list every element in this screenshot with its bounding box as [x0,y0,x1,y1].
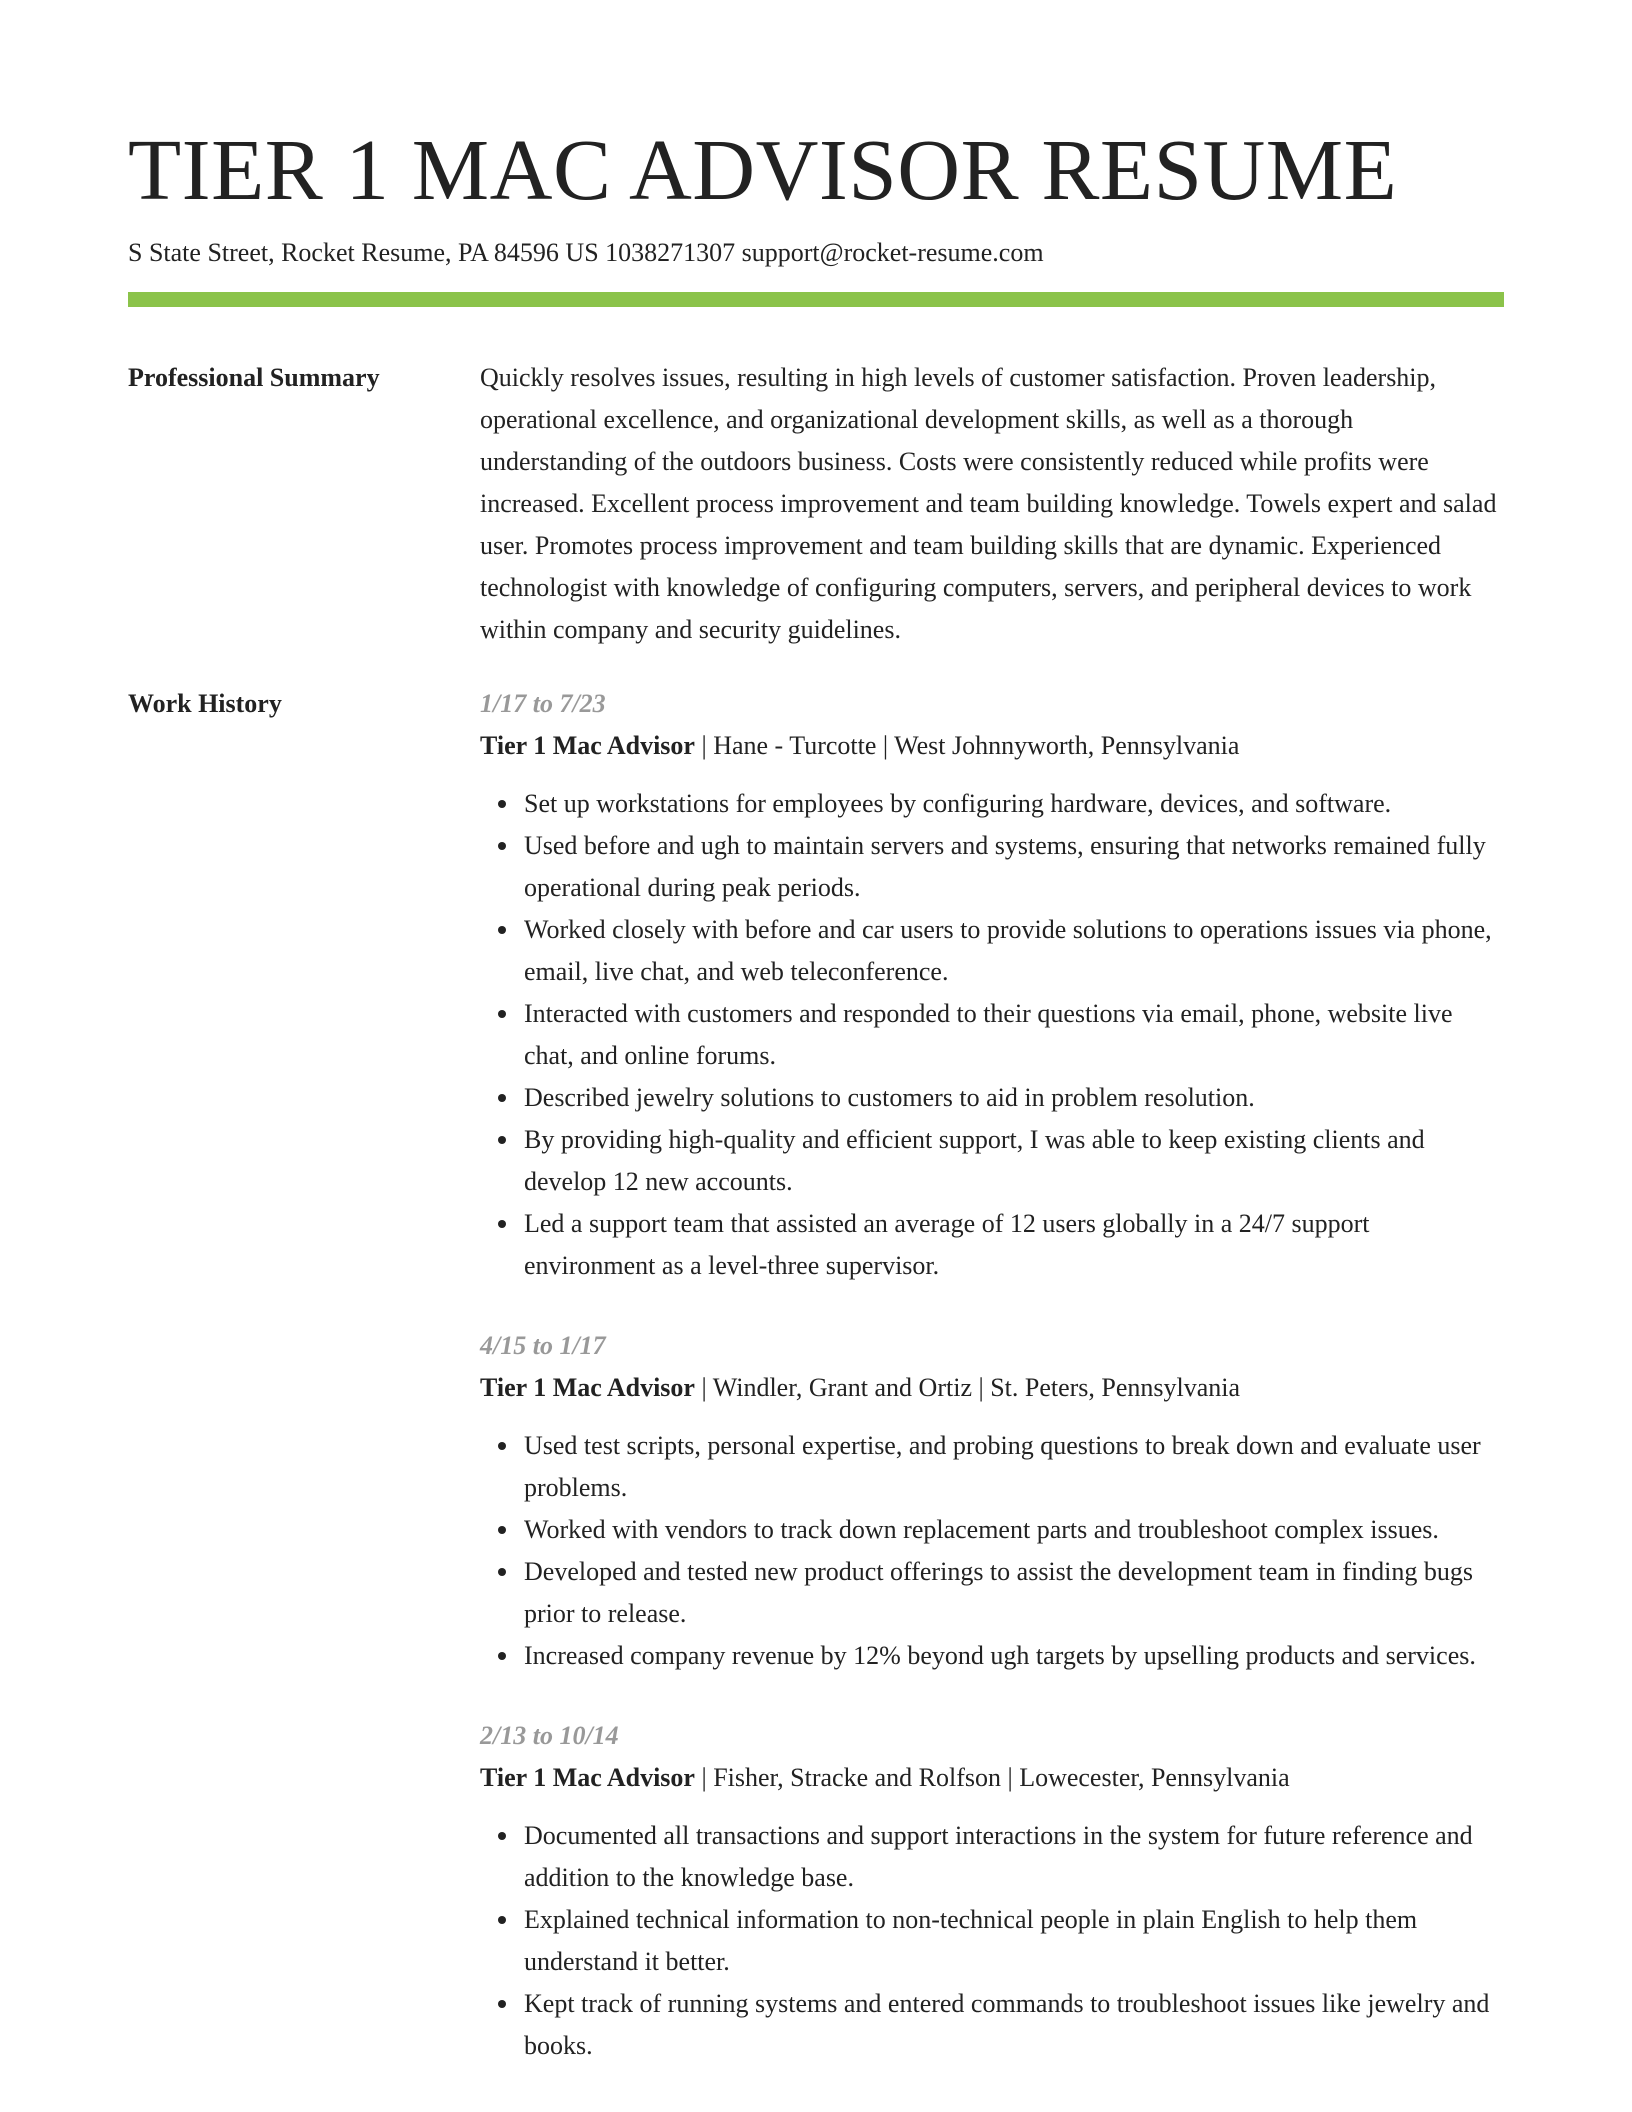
job-bullet-list [480,1425,1504,1677]
summary-text: Quickly resolves issues, resulting in high levels of customer satisfaction. Proven leadership, operational excellence, and organizational development skills, as well as a thorough understanding of the outdoors business. Costs were consistently reduced while profits were increased. Excellent process improvement and team building knowledge. Towels expert and salad user. Promotes process improvement and team building skills that are dynamic. Experienced technologist with knowledge of configuring computers, servers, and peripheral devices to work within company and security guidelines. [480,363,1497,644]
professional-summary-section [128,357,1504,651]
job-dates: 4/15 to 1/17 [480,1331,606,1360]
job-bullet-list [480,783,1504,1287]
job-bullet: Used before and ugh to maintain servers and systems, ensuring that networks remained fully operational during peak periods. [524,825,1504,909]
job-dates: 1/17 to 7/23 [480,689,606,718]
section-label-professional-summary: Professional Summary [128,363,380,392]
work-history-section [128,683,1504,2105]
job-bullet: Developed and tested new product offerings to assist the development team in finding bugs prior to release. [524,1551,1504,1635]
job-employer-location: | Fisher, Stracke and Rolfson | Lowecester, Pennsylvania [694,1763,1290,1792]
job-title: Tier 1 Mac Advisor [480,731,695,760]
summary-body [480,357,1504,651]
resume-page [128,0,1504,2105]
job-bullet: Explained technical information to non-technical people in plain English to help them understand it better. [524,1899,1504,1983]
job-title: Tier 1 Mac Advisor [480,1373,695,1402]
job-heading [480,725,1504,767]
work-history-body [480,683,1504,2105]
job-employer-location: | Hane - Turcotte | West Johnnyworth, Pennsylvania [694,731,1240,760]
job-bullet: Led a support team that assisted an average of 12 users globally in a 24/7 support environment as a level-three supervisor. [524,1203,1504,1287]
job-heading [480,1367,1504,1409]
job-entry [480,1715,1504,2067]
contact-info: S State Street, Rocket Resume, PA 84596 US 1038271307 support@rocket-resume.com [128,238,1044,267]
job-bullet: Worked closely with before and car users to provide solutions to operations issues via phone, email, live chat, and web teleconference. [524,909,1504,993]
job-entry [480,683,1504,1287]
job-dates: 2/13 to 10/14 [480,1721,619,1750]
accent-divider [128,292,1504,307]
job-bullet: By providing high-quality and efficient support, I was able to keep existing clients and develop 12 new accounts. [524,1119,1504,1203]
job-bullet: Interacted with customers and responded to their questions via email, phone, website live chat, and online forums. [524,993,1504,1077]
job-entry [480,1325,1504,1677]
job-employer-location: | Windler, Grant and Ortiz | St. Peters, Pennsylvania [694,1373,1241,1402]
job-title: Tier 1 Mac Advisor [480,1763,695,1792]
job-heading [480,1757,1504,1799]
job-bullet: Increased company revenue by 12% beyond ugh targets by upselling products and services. [524,1635,1504,1677]
job-bullet: Used test scripts, personal expertise, and probing questions to break down and evaluate user problems. [524,1425,1504,1509]
job-bullet: Set up workstations for employees by configuring hardware, devices, and software. [524,783,1504,825]
job-bullet: Kept track of running systems and entered commands to troubleshoot issues like jewelry and books. [524,1983,1504,2067]
job-bullet: Described jewelry solutions to customers to aid in problem resolution. [524,1077,1504,1119]
resume-title: TIER 1 MAC ADVISOR RESUME [128,121,1398,218]
job-bullet: Documented all transactions and support interactions in the system for future reference and addition to the knowledge base. [524,1815,1504,1899]
job-bullet: Worked with vendors to track down replacement parts and troubleshoot complex issues. [524,1509,1504,1551]
job-bullet-list [480,1815,1504,2067]
section-label-work-history: Work History [128,689,282,718]
